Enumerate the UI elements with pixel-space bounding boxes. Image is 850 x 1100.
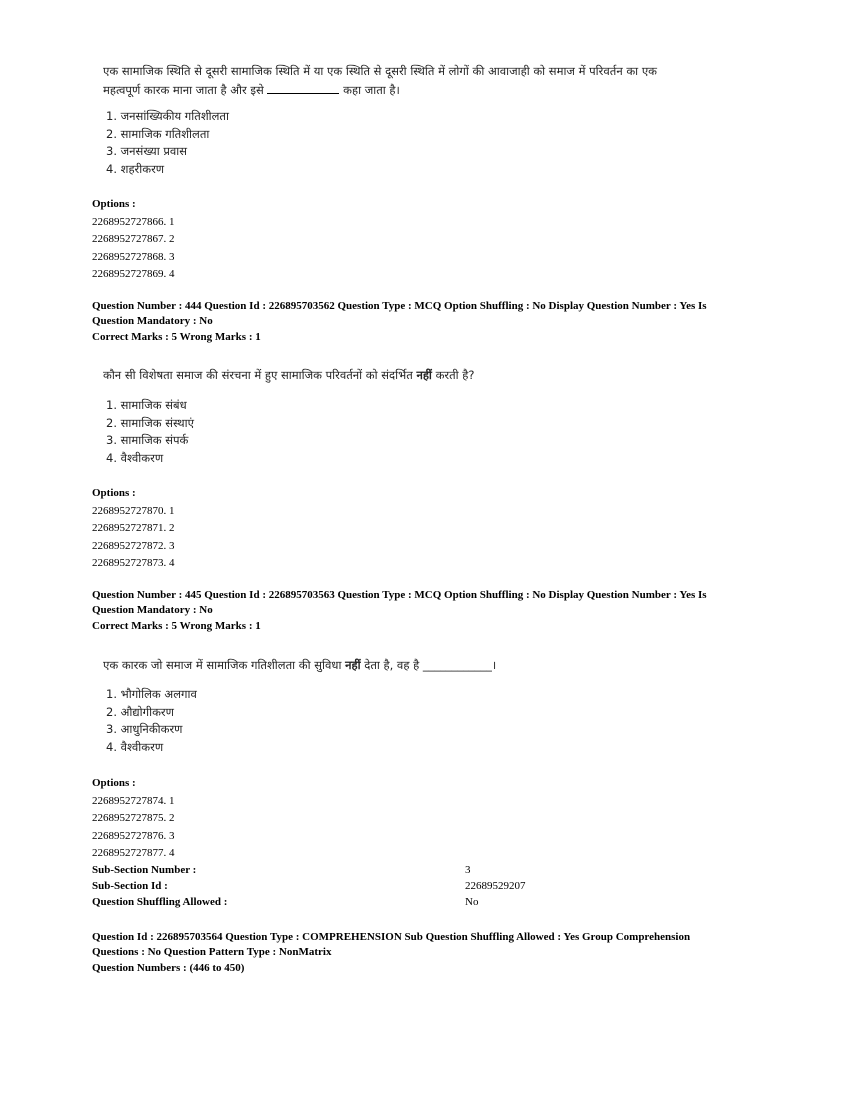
- q444-stem-bold: नहीं: [416, 368, 432, 382]
- q445-meta-line1: Question Number : 445 Question Id : 226895703563 Question Type : MCQ Option Shuffling : No Display Question Number : Yes Is: [92, 589, 707, 601]
- q445-choice-4: 4. वैश्वीकरण: [106, 739, 164, 754]
- q444-stem-b: करती है?: [435, 368, 475, 382]
- q443-choices: [106, 108, 229, 178]
- q443-stem-line1: एक सामाजिक स्थिति से दूसरी सामाजिक स्थिति में या एक स्थिति से दूसरी स्थिति में लोगों की आवाजाही को समाज में परिवर्तन का एक: [103, 64, 658, 78]
- q444-options: [92, 485, 175, 573]
- q443-choice-4: 4. शहरीकरण: [106, 161, 165, 176]
- q445-option-2: 2268952727875. 2: [92, 812, 175, 824]
- q444-option-1: 2268952727870. 1: [92, 504, 175, 517]
- q443-options-label: Options :: [92, 198, 136, 210]
- q443-option-2: 2268952727867. 2: [92, 233, 175, 245]
- q443-stem: [103, 62, 657, 100]
- q445-stem-bold: नहीं: [345, 658, 361, 672]
- q443-blank: [267, 93, 339, 94]
- comprehension-meta: [92, 930, 742, 976]
- q443-choice-3: 3. जनसंख्या प्रवास: [106, 144, 188, 158]
- q445-option-1: 2268952727874. 1: [92, 794, 175, 807]
- subsection-number-value: 3: [465, 864, 471, 876]
- q444-option-2: 2268952727871. 2: [92, 522, 175, 534]
- q444-stem-a: कौन सी विशेषता समाज की संरचना में हुए सामाजिक परिवर्तनों को संदर्भित: [103, 368, 413, 382]
- q443-stem-line2: [103, 81, 657, 100]
- comprehension-line3: Question Numbers : (446 to 450): [92, 962, 245, 974]
- subsection-number-label: Sub-Section Number :: [92, 864, 197, 876]
- subsection-id-value: 22689529207: [465, 880, 526, 892]
- q443-choice-1: 1. जनसांख्यिकीय गतिशीलता: [106, 109, 229, 123]
- q443-stem-line2b: कहा जाता है।: [343, 83, 400, 97]
- q445-options-label: Options :: [92, 777, 136, 789]
- q444-choice-2: 2. सामाजिक संस्थाएं: [106, 415, 194, 430]
- q444-choice-4: 4. वैश्वीकरण: [106, 450, 164, 465]
- q445-choice-1: 1. भौगोलिक अलगाव: [106, 687, 197, 701]
- q444-meta-line2: Question Mandatory : No: [92, 314, 213, 327]
- subsection-shuffle-label: Question Shuffling Allowed :: [92, 896, 228, 908]
- q444-choice-3: 3. सामाजिक संपर्क: [106, 433, 189, 447]
- q444-meta-line1: Question Number : 444 Question Id : 226895703562 Question Type : MCQ Option Shuffling : No Display Question Number : Yes Is: [92, 300, 707, 312]
- q444-option-4: 2268952727873. 4: [92, 557, 175, 569]
- q445-choices: [106, 686, 197, 756]
- q444-meta: [92, 299, 742, 345]
- q444-option-3: 2268952727872. 3: [92, 539, 175, 552]
- q443-stem-line2a: महत्वपूर्ण कारक माना जाता है और इसे: [103, 83, 264, 97]
- q443-option-3: 2268952727868. 3: [92, 250, 175, 263]
- comprehension-line1: Question Id : 226895703564 Question Type : COMPREHENSION Sub Question Shuffling Allowed : Yes Group Comprehension: [92, 931, 691, 943]
- q444-options-label: Options :: [92, 487, 136, 499]
- q445-option-4: 2268952727877. 4: [92, 847, 175, 859]
- q445-stem: [103, 656, 496, 675]
- q445-meta-line3: Correct Marks : 5 Wrong Marks : 1: [92, 620, 261, 632]
- q444-meta-line3: Correct Marks : 5 Wrong Marks : 1: [92, 331, 261, 343]
- q444-choices: [106, 397, 194, 467]
- q445-stem-a: एक कारक जो समाज में सामाजिक गतिशीलता की सुविधा: [103, 658, 342, 672]
- q445-meta: [92, 588, 742, 634]
- q444-stem: [103, 366, 475, 385]
- q445-stem-b: देता है, वह है ____________।: [364, 658, 497, 672]
- subsection-id-label: Sub-Section Id :: [92, 880, 168, 892]
- q444-choice-1: 1. सामाजिक संबंध: [106, 398, 187, 412]
- q445-meta-line2: Question Mandatory : No: [92, 603, 213, 616]
- subsection-shuffle-value: No: [465, 896, 479, 908]
- q445-options: [92, 775, 175, 863]
- q443-option-4: 2268952727869. 4: [92, 268, 175, 280]
- q445-option-3: 2268952727876. 3: [92, 829, 175, 842]
- q443-options: [92, 196, 175, 284]
- q443-option-1: 2268952727866. 1: [92, 215, 175, 228]
- q445-choice-3: 3. आधुनिकीकरण: [106, 722, 183, 736]
- q443-choice-2: 2. सामाजिक गतिशीलता: [106, 126, 210, 141]
- q445-choice-2: 2. औद्योगीकरण: [106, 704, 174, 719]
- comprehension-line2: Questions : No Question Pattern Type : NonMatrix: [92, 945, 332, 958]
